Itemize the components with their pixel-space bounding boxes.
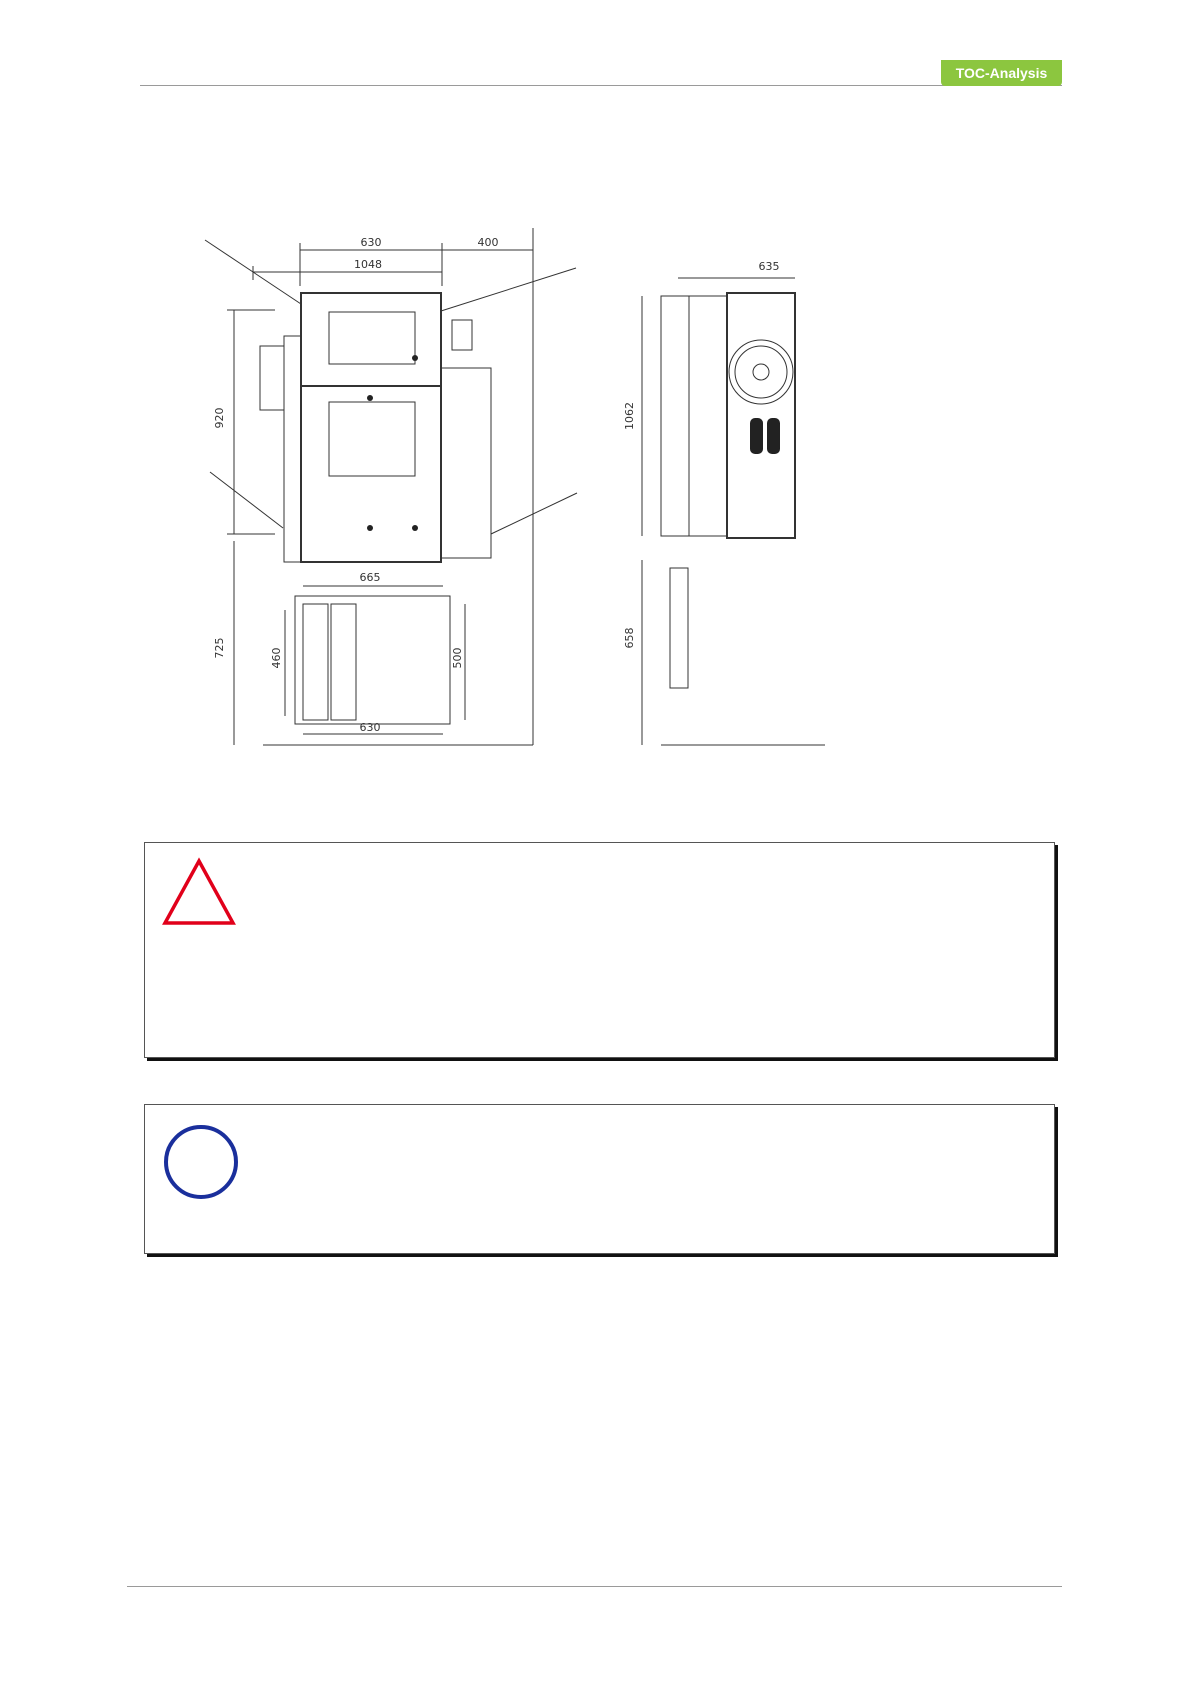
- section-badge: TOC-Analysis: [941, 60, 1062, 86]
- warning-notice: [144, 842, 1055, 1058]
- dim-top-width: 630: [360, 236, 382, 249]
- footer-rule: [127, 1586, 1062, 1587]
- dim-base-bottom: 630: [359, 721, 381, 734]
- dim-plate-height: 500: [451, 647, 464, 669]
- dim-side-clearance: 400: [477, 236, 499, 249]
- dim-side-lower-height: 658: [623, 627, 636, 649]
- dim-height-upper: 920: [213, 407, 226, 429]
- dim-height-lower: 725: [213, 637, 226, 659]
- info-notice: [144, 1104, 1055, 1254]
- dim-base-width: 665: [359, 571, 381, 584]
- dim-overall-width: 1048: [354, 258, 382, 271]
- dim-depth: 635: [758, 260, 780, 273]
- dim-base-height: 460: [270, 647, 283, 669]
- warning-triangle-icon: [162, 857, 236, 927]
- technical-drawing: [215, 218, 890, 773]
- header-rule: [140, 85, 1062, 86]
- dim-side-height: 1062: [623, 402, 636, 430]
- info-circle-icon: [162, 1123, 240, 1201]
